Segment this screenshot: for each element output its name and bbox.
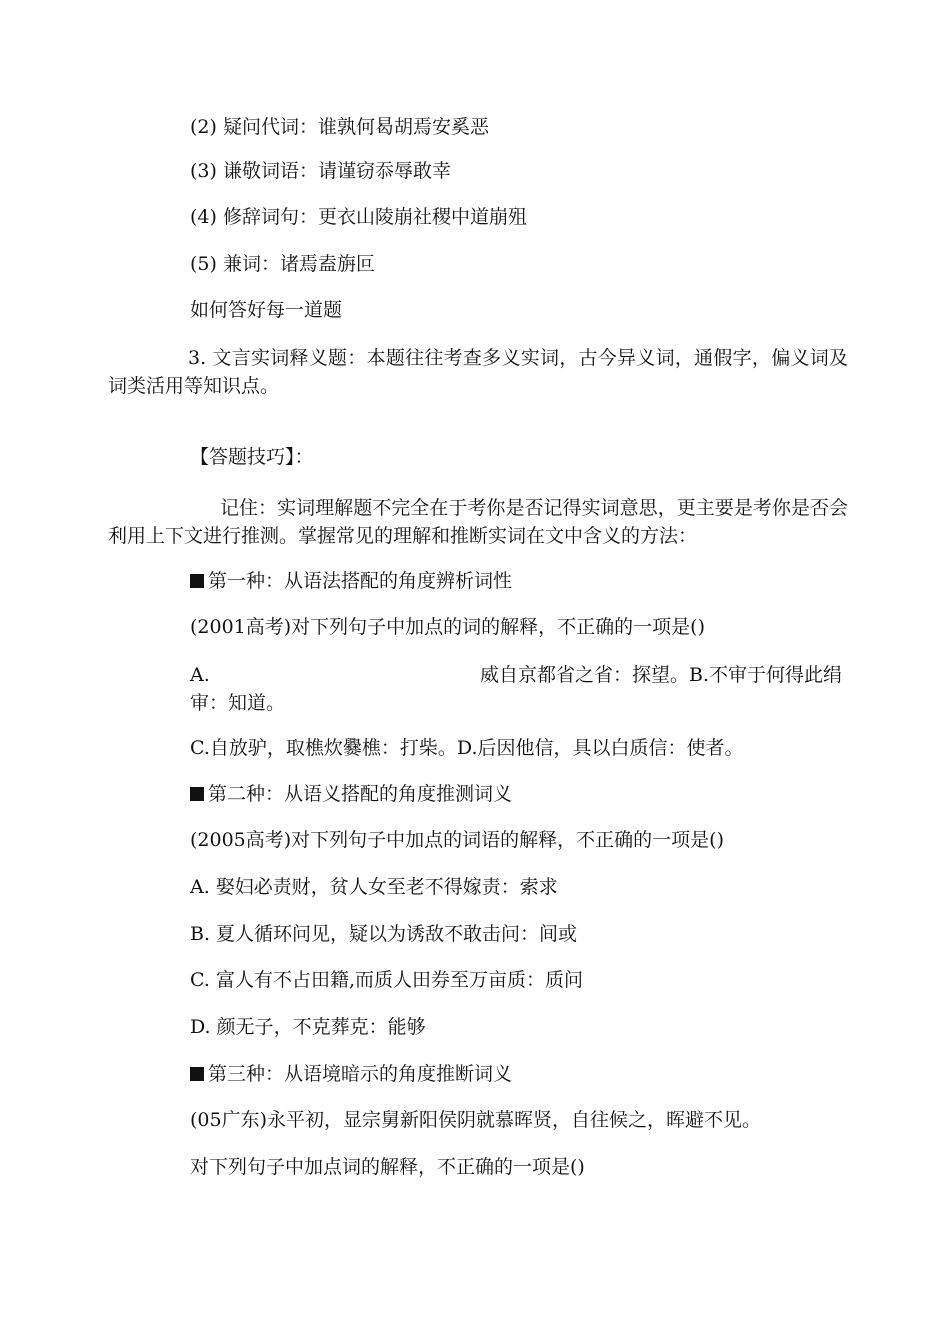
paragraph: 记住：实词理解题不完全在于考你是否记得实词意思，更主要是考你是否会利用上下文进行推测。掌握常见的理解和推断实词在文中含义的方法：	[108, 497, 848, 547]
method-heading	[190, 1061, 512, 1087]
option-line: B. 夏人循环问见，疑以为诱敌不敢击问：间或	[190, 923, 578, 945]
method-heading-text: 第二种：从语义搭配的角度推测词义	[208, 783, 513, 805]
method-heading-text: 第一种：从语法搭配的角度辨析词性	[208, 570, 513, 592]
square-bullet-icon	[190, 787, 204, 801]
question-passage: (05广东)永平初，显宗舅新阳侯阴就慕晖贤，自往候之，晖避不见。	[190, 1109, 762, 1131]
option-line: A. 娶妇必责财，贫人女至老不得嫁责：索求	[190, 876, 558, 898]
method-heading	[190, 568, 512, 594]
section-heading: 【答题技巧】：	[190, 446, 314, 468]
list-item: (2) 疑问代词：谁孰何曷胡焉安奚恶	[190, 116, 489, 138]
paragraph: 3. 文言实词释义题：本题往往考查多义实词，古今异义词，通假字，偏义词及词类活用等知识点。	[108, 347, 848, 397]
square-bullet-icon	[190, 574, 204, 588]
option-line: C.自放驴，取樵炊爨樵：打柴。D.后因他信，具以白质信：使者。	[190, 737, 744, 759]
question-stem: (2001高考)对下列句子中加点的词的解释，不正确的一项是()	[190, 616, 706, 638]
square-bullet-icon	[190, 1067, 204, 1081]
list-item: (3) 谦敬词语：请谨窃忝辱敢幸	[190, 160, 451, 182]
method-heading-text: 第三种：从语境暗示的角度推断词义	[208, 1063, 513, 1085]
list-item: (4) 修辞词句：更衣山陵崩社稷中道崩殂	[190, 206, 527, 228]
option-label: A.	[190, 664, 210, 686]
option-line: C. 富人有不占田籍,而质人田券至万亩质：质问	[190, 969, 583, 991]
list-item: (5) 兼词：诸焉盍旃叵	[190, 253, 375, 275]
method-heading	[190, 781, 512, 807]
question-stem: (2005高考)对下列句子中加点的词语的解释，不正确的一项是()	[190, 829, 725, 851]
option-text: 威自京都省之省：探望。B.不审于何得此绢审：知道。	[190, 664, 843, 714]
question-stem: 对下列句子中加点词的解释，不正确的一项是()	[190, 1156, 585, 1178]
option-line	[190, 661, 846, 717]
section-heading: 如何答好每一道题	[190, 299, 343, 321]
option-line: D. 颜无子，不克葬克：能够	[190, 1016, 426, 1038]
